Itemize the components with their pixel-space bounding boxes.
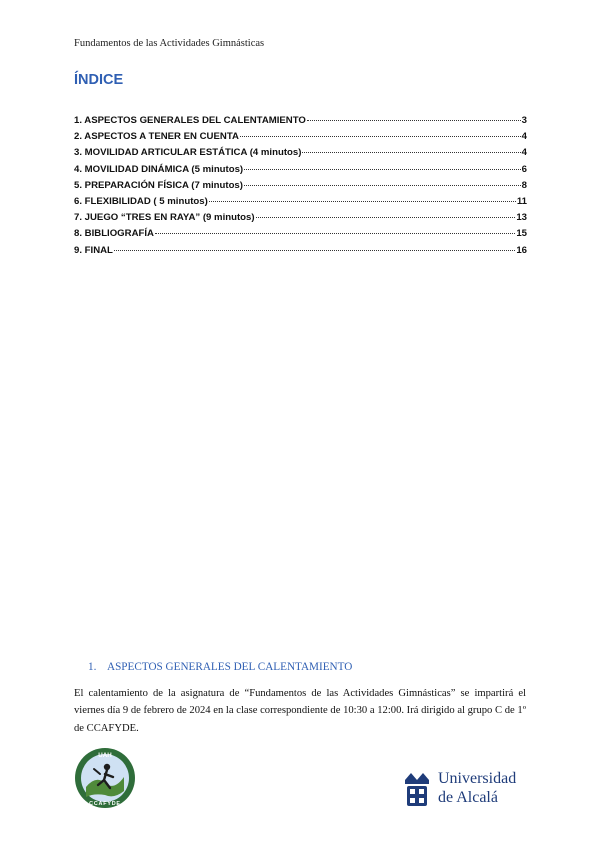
toc-entry-page: 8 bbox=[521, 179, 527, 191]
toc-entry-page: 3 bbox=[521, 115, 527, 126]
toc-title: ÍNDICE bbox=[74, 72, 124, 88]
toc-leader-dots bbox=[302, 152, 520, 153]
toc-entry[interactable] bbox=[74, 210, 527, 226]
toc-entry-label: 6. FLEXIBILIDAD ( 5 minutos) bbox=[74, 195, 208, 207]
toc-entry-page: 15 bbox=[516, 228, 527, 240]
toc-leader-dots bbox=[155, 233, 515, 234]
emblem-text-top: UAH bbox=[98, 751, 112, 759]
toc-entry-label: 1. ASPECTOS GENERALES DEL CALENTAMIENTO bbox=[74, 115, 306, 126]
running-header: Fundamentos de las Actividades Gimnásticas bbox=[74, 38, 265, 49]
toc-entry-label: 5. PREPARACIÓN FÍSICA (7 minutos) bbox=[74, 179, 243, 191]
toc-leader-dots bbox=[244, 185, 521, 186]
toc-entry-page: 4 bbox=[521, 131, 527, 143]
toc-leader-dots bbox=[114, 250, 515, 251]
toc-leader-dots bbox=[244, 169, 521, 170]
section-title: ASPECTOS GENERALES DEL CALENTAMIENTO bbox=[107, 661, 353, 673]
toc-entry-label: 4. MOVILIDAD DINÁMICA (5 minutos) bbox=[74, 163, 244, 175]
toc-entry[interactable] bbox=[74, 194, 527, 210]
university-name-line1: Universidad bbox=[438, 770, 517, 787]
toc-leader-dots bbox=[256, 217, 516, 218]
toc-entry-label: 2. ASPECTOS A TENER EN CUENTA bbox=[74, 131, 239, 143]
toc-entry-page: 13 bbox=[516, 212, 527, 224]
section-number: 1. bbox=[88, 661, 97, 673]
toc-entry-page: 11 bbox=[516, 195, 527, 207]
toc-entry[interactable] bbox=[74, 162, 527, 178]
toc-entry-label: 7. JUEGO “TRES EN RAYA” (9 minutos) bbox=[74, 212, 255, 224]
toc-leader-dots bbox=[307, 120, 521, 121]
toc-entry[interactable] bbox=[74, 226, 527, 242]
toc-entry[interactable] bbox=[74, 243, 527, 259]
toc-entry-page: 4 bbox=[521, 147, 527, 159]
toc-leader-dots bbox=[240, 136, 521, 137]
section-heading bbox=[88, 661, 352, 673]
emblem-text-bottom: CCAFYDE bbox=[89, 801, 121, 807]
section-paragraph: El calentamiento de la asignatura de “Fundamentos de las Actividades Gimnásticas” se impartirá el viernes día 9 de febrero de 2024 en la clase correspondiente de 10:30 a 12:00. Irá dirigido al grupo C de 1º de CCAFYDE. bbox=[74, 688, 526, 734]
toc-entry[interactable] bbox=[74, 145, 527, 161]
toc-entry[interactable] bbox=[74, 178, 527, 194]
toc-leader-dots bbox=[209, 201, 516, 202]
university-name-line2: de Alcalá bbox=[438, 789, 498, 806]
toc-entry-page: 6 bbox=[521, 163, 527, 175]
table-of-contents bbox=[74, 113, 527, 259]
ccafyde-emblem-logo bbox=[74, 747, 136, 809]
toc-entry-page: 16 bbox=[516, 244, 527, 256]
toc-entry[interactable] bbox=[74, 113, 527, 129]
toc-entry[interactable] bbox=[74, 129, 527, 145]
toc-entry-label: 8. BIBLIOGRAFÍA bbox=[74, 228, 154, 240]
toc-entry-label: 9. FINAL bbox=[74, 244, 113, 256]
toc-entry-label: 3. MOVILIDAD ARTICULAR ESTÁTICA (4 minutos) bbox=[74, 147, 302, 159]
university-name bbox=[438, 769, 516, 807]
